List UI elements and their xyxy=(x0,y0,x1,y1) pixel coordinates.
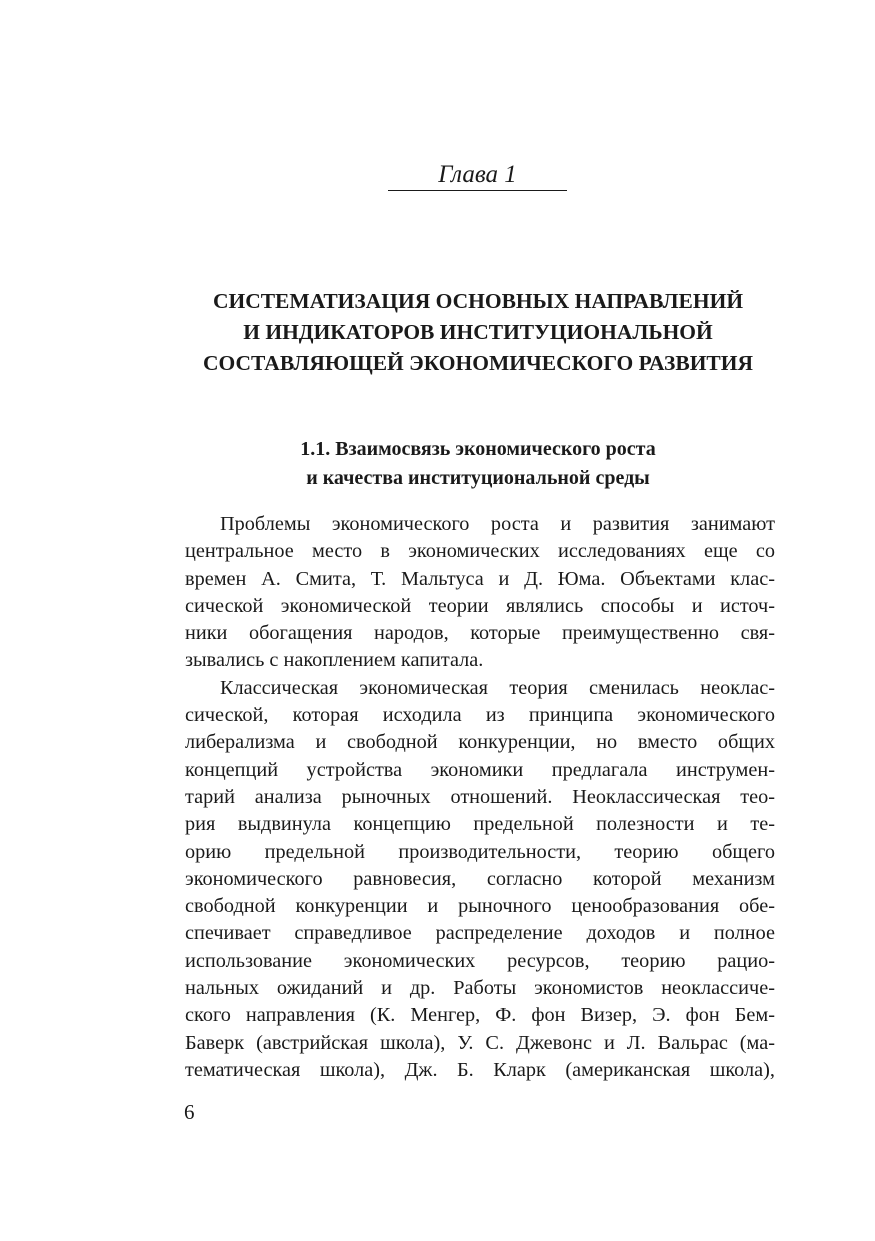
text-line: либерализма и свободной конкуренции, но вместо общих xyxy=(185,731,775,754)
text-line: ского направления (К. Менгер, Ф. фон Визер, Э. фон Бем- xyxy=(185,1004,775,1027)
text-line: сической экономической теории являлись способы и источ- xyxy=(185,594,775,617)
text-line: экономического равновесия, согласно которой механизм xyxy=(185,867,775,890)
text-line: спечивает справедливое распределение доходов и полное xyxy=(185,922,775,945)
chapter-heading: Глава 1 xyxy=(388,160,567,191)
text-line: тематическая школа), Дж. Б. Кларк (американская школа), xyxy=(185,1058,775,1081)
text-line: времен А. Смита, Т. Мальтуса и Д. Юма. Объектами клас- xyxy=(185,567,775,590)
page-number: 6 xyxy=(184,1100,195,1124)
text-line: тарий анализа рыночных отношений. Неоклассическая тео- xyxy=(185,785,775,808)
text-line: сической, которая исходила из принципа экономического xyxy=(185,704,775,727)
text-line: Проблемы экономического роста и развития занимают xyxy=(220,513,775,535)
main-title-line: СОСТАВЛЯЮЩЕЙ ЭКОНОМИЧЕСКОГО РАЗВИТИЯ xyxy=(202,351,754,375)
text-line: рия выдвинула концепцию предельной полезности и те- xyxy=(185,813,775,836)
text-line: центральное место в экономических исследованиях еще со xyxy=(185,540,775,563)
main-title-line: И ИНДИКАТОРОВ ИНСТИТУЦИОНАЛЬНОЙ xyxy=(243,320,713,344)
text-line: концепций устройства экономики предлагала инструмен- xyxy=(185,758,775,781)
text-line: Классическая экономическая теория сменилась неоклас- xyxy=(220,676,775,699)
text-line: орию предельной производительности, теорию общего xyxy=(185,840,775,863)
main-title-line: СИСТЕМАТИЗАЦИЯ ОСНОВНЫХ НАПРАВЛЕНИЙ xyxy=(212,289,744,313)
body-text xyxy=(185,511,775,1084)
section-title xyxy=(178,435,778,493)
text-line: зывались с накоплением капитала. xyxy=(185,649,484,672)
section-title-line: 1.1. Взаимосвязь экономического роста xyxy=(300,438,656,460)
main-title xyxy=(150,286,806,379)
text-line: Баверк (австрийская школа), У. С. Джевонс и Л. Вальрас (ма- xyxy=(185,1031,775,1054)
paragraph-2 xyxy=(185,675,775,1084)
text-line: ники обогащения народов, которые преимущественно свя- xyxy=(185,622,775,645)
text-line: свободной конкуренции и рыночного ценообразования обе- xyxy=(185,895,775,918)
text-line: нальных ожиданий и др. Работы экономистов неоклассиче- xyxy=(185,977,775,1000)
section-title-line: и качества институциональной среды xyxy=(306,467,650,489)
paragraph-1 xyxy=(185,511,775,675)
text-line: использование экономических ресурсов, теорию рацио- xyxy=(185,949,775,972)
